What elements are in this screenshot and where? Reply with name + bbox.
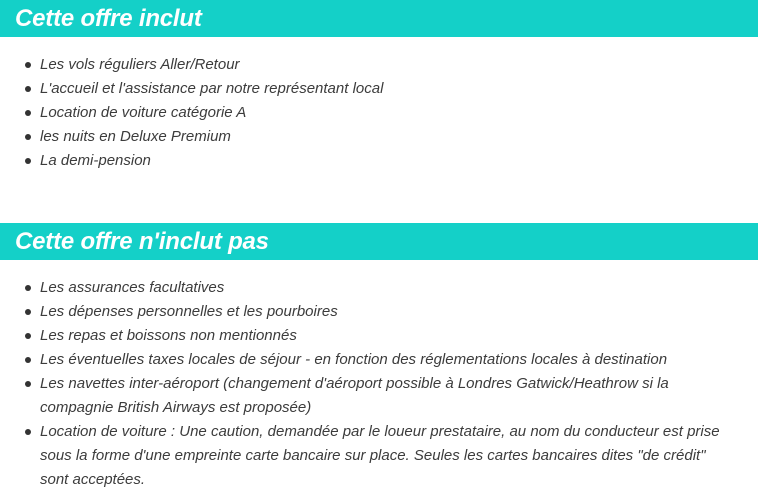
- list-item-text: Les navettes inter-aéroport (changement d'aéroport possible à Londres Gatwick/Heathrow si la compagnie British Airways est proposée): [40, 375, 669, 416]
- list-item: [0, 324, 740, 348]
- list-item-text: L'accueil et l'assistance par notre représentant local: [40, 80, 384, 97]
- bullet-icon: [25, 158, 31, 164]
- list-item-text: Les vols réguliers Aller/Retour: [40, 56, 240, 73]
- list-item-text: Les éventuelles taxes locales de séjour - en fonction des réglementations locales à destination: [40, 351, 668, 368]
- included-list: [0, 53, 740, 173]
- bullet-icon: [25, 62, 31, 68]
- bullet-icon: [25, 86, 31, 92]
- list-item-text: Les assurances facultatives: [40, 279, 225, 296]
- included-section-title: Cette offre inclut: [15, 5, 202, 32]
- list-item-text: Les dépenses personnelles et les pourboires: [40, 303, 338, 320]
- included-section-header: [0, 0, 758, 37]
- list-item-text: La demi-pension: [40, 152, 151, 169]
- excluded-section-header: [0, 223, 758, 260]
- list-item: [0, 420, 740, 492]
- list-item: [0, 53, 740, 77]
- list-item: [0, 77, 740, 101]
- list-item-text: Location de voiture catégorie A: [40, 104, 247, 121]
- bullet-icon: [25, 309, 31, 315]
- list-item: [0, 300, 740, 324]
- list-item: [0, 348, 740, 372]
- bullet-icon: [25, 285, 31, 291]
- list-item-text: Location de voiture : Une caution, demandée par le loueur prestataire, au nom du conducteur est prise sous la forme d'une empreinte carte bancaire sur place. Seules les cartes bancaires dites "de crédit" sont acceptées.: [40, 423, 720, 488]
- list-item: [0, 372, 740, 420]
- bullet-icon: [25, 134, 31, 140]
- list-item: [0, 101, 740, 125]
- list-item: [0, 149, 740, 173]
- excluded-list: [0, 276, 740, 492]
- bullet-icon: [25, 110, 31, 116]
- list-item-text: Les repas et boissons non mentionnés: [40, 327, 297, 344]
- list-item-text: les nuits en Deluxe Premium: [40, 128, 231, 145]
- bullet-icon: [25, 333, 31, 339]
- bullet-icon: [25, 381, 31, 387]
- list-item: [0, 125, 740, 149]
- bullet-icon: [25, 429, 31, 435]
- excluded-section-title: Cette offre n'inclut pas: [15, 228, 269, 255]
- bullet-icon: [25, 357, 31, 363]
- list-item: [0, 276, 740, 300]
